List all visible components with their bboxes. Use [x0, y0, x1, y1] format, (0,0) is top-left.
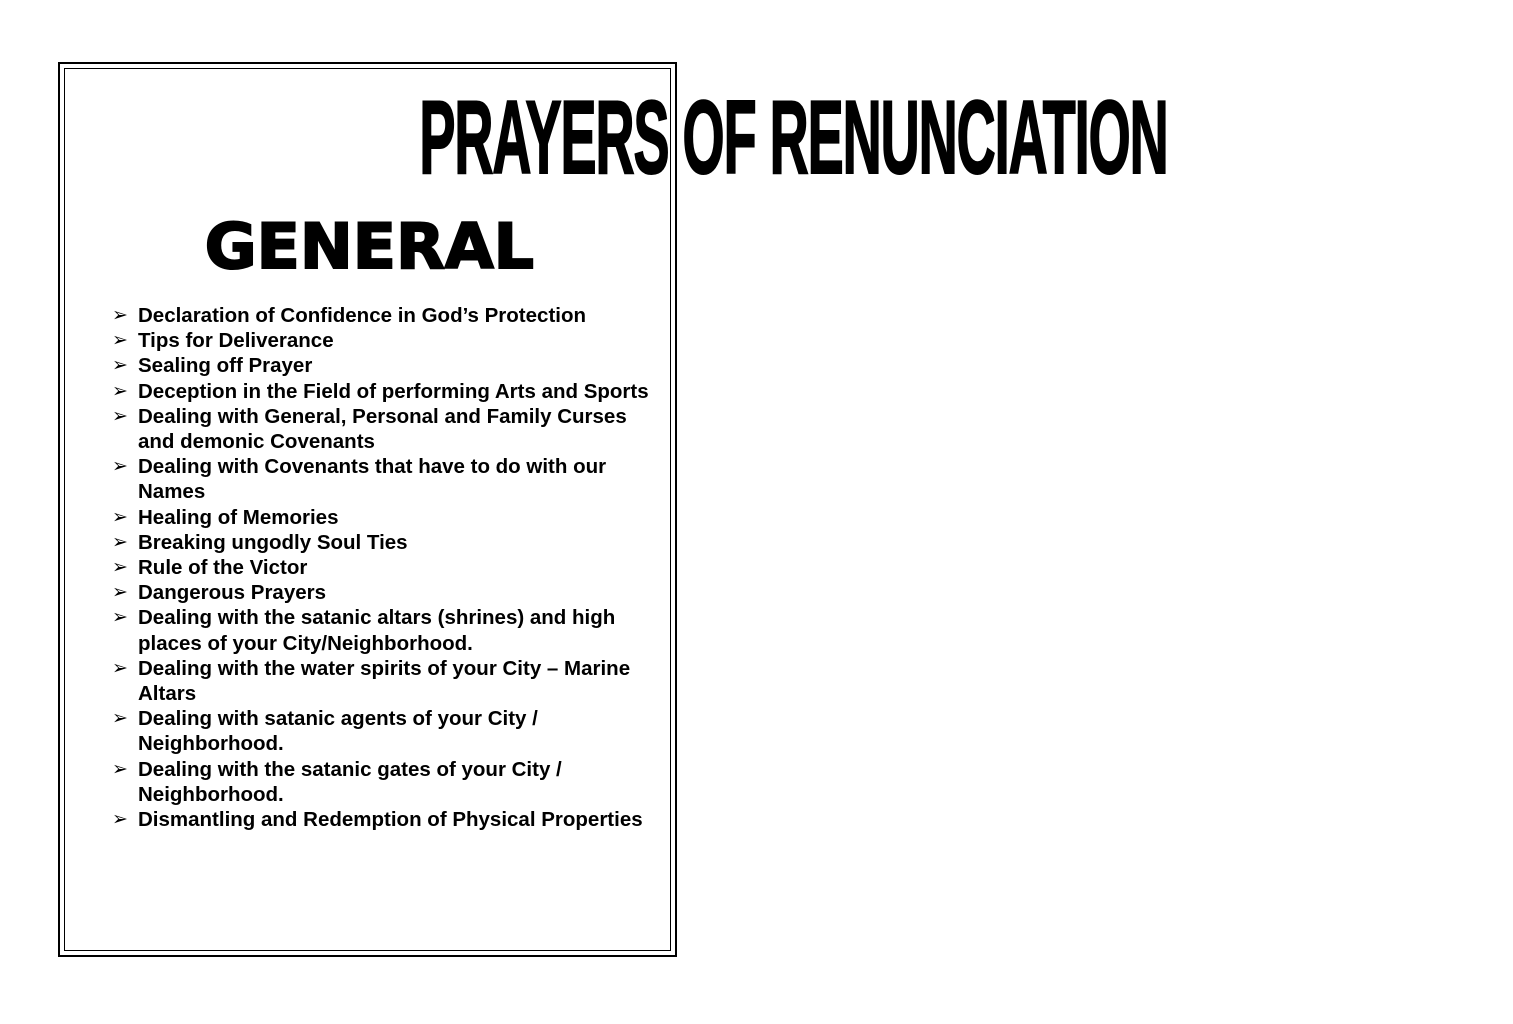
- list-item: [112, 404, 660, 454]
- arrow-bullet-icon: ➢: [112, 707, 128, 730]
- arrow-bullet-icon: ➢: [112, 656, 128, 679]
- arrow-bullet-icon: ➢: [112, 354, 128, 377]
- list-item: [112, 580, 660, 605]
- list-item-text: Deception in the Field of performing Arts and Sports: [138, 379, 649, 403]
- list-item-text: Dealing with Covenants that have to do with our Names: [138, 455, 607, 504]
- list-item-text: Breaking ungodly Soul Ties: [138, 530, 408, 554]
- list-item-text: Dealing with the satanic altars (shrines) and high places of your City/Neighborhood.: [138, 606, 616, 655]
- arrow-bullet-icon: ➢: [112, 581, 128, 604]
- list-item-text: Tips for Deliverance: [138, 329, 334, 353]
- document-title: [74, 72, 1168, 204]
- list-item-text: Dealing with General, Personal and Family Curses and demonic Covenants: [138, 404, 627, 454]
- arrow-bullet-icon: ➢: [112, 379, 128, 402]
- list-item: [112, 505, 660, 530]
- document-title-text: PRAYERS OF RENUNCIATION: [419, 80, 1168, 196]
- prayer-topic-list: [112, 303, 660, 832]
- list-item: [112, 807, 660, 832]
- arrow-bullet-icon: ➢: [112, 556, 128, 579]
- list-item-text: Declaration of Confidence in God’s Protection: [138, 304, 587, 327]
- list-item-text: Sealing off Prayer: [138, 354, 313, 378]
- list-item-text: Healing of Memories: [138, 505, 339, 529]
- list-item: [112, 605, 660, 655]
- list-item-text: Dangerous Prayers: [138, 581, 327, 605]
- document-subtitle-text: GENERAL: [204, 210, 534, 283]
- list-item-text: Dealing with the satanic gates of your City / Neighborhood.: [138, 757, 562, 806]
- list-item: [112, 757, 660, 807]
- list-item: [112, 328, 660, 353]
- document-subtitle: [74, 212, 664, 282]
- arrow-bullet-icon: ➢: [112, 455, 128, 478]
- arrow-bullet-icon: ➢: [112, 304, 128, 326]
- list-item-text: Dealing with satanic agents of your City / Neighborhood.: [138, 707, 538, 756]
- list-item: [112, 555, 660, 580]
- arrow-bullet-icon: ➢: [112, 757, 128, 780]
- list-item: [112, 706, 660, 756]
- arrow-bullet-icon: ➢: [112, 329, 128, 352]
- arrow-bullet-icon: ➢: [112, 404, 128, 427]
- list-item: [112, 454, 660, 504]
- list-item: [112, 303, 660, 328]
- list-item: [112, 353, 660, 378]
- list-item: [112, 379, 660, 404]
- list-item-text: Dismantling and Redemption of Physical Properties: [138, 808, 643, 832]
- arrow-bullet-icon: ➢: [112, 505, 128, 528]
- arrow-bullet-icon: ➢: [112, 530, 128, 553]
- list-item: [112, 656, 660, 706]
- list-item-text: Dealing with the water spirits of your City – Marine Altars: [138, 656, 631, 706]
- list-item: [112, 530, 660, 555]
- arrow-bullet-icon: ➢: [112, 606, 128, 629]
- arrow-bullet-icon: ➢: [112, 808, 128, 831]
- list-item-text: Rule of the Victor: [138, 556, 308, 580]
